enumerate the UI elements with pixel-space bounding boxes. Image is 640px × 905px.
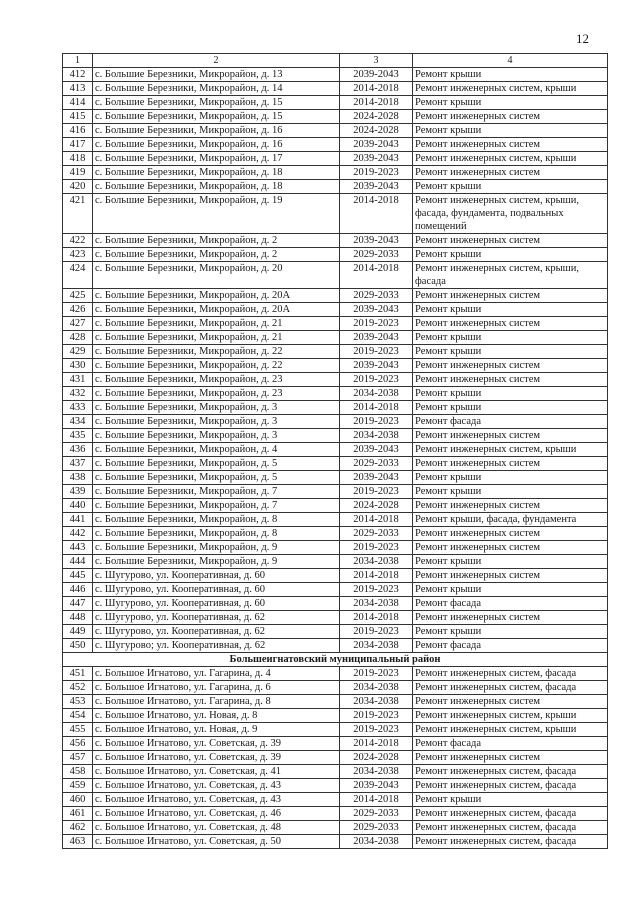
row-work-type: Ремонт инженерных систем, фасада xyxy=(413,779,608,793)
row-number: 424 xyxy=(63,262,93,289)
row-number: 429 xyxy=(63,345,93,359)
row-period: 2034-2038 xyxy=(340,765,413,779)
row-number: 456 xyxy=(63,737,93,751)
table-row xyxy=(63,303,608,317)
row-number: 450 xyxy=(63,639,93,653)
row-address: с. Большие Березники, Микрорайон, д. 8 xyxy=(93,513,340,527)
row-address: с. Шугурово, ул. Кооперативная, д. 62 xyxy=(93,625,340,639)
row-number: 462 xyxy=(63,821,93,835)
table-row xyxy=(63,583,608,597)
row-work-type: Ремонт инженерных систем xyxy=(413,289,608,303)
row-number: 447 xyxy=(63,597,93,611)
row-address: с. Большие Березники, Микрорайон, д. 2 xyxy=(93,248,340,262)
table-row xyxy=(63,793,608,807)
row-work-type: Ремонт крыши xyxy=(413,401,608,415)
row-work-type: Ремонт крыши xyxy=(413,583,608,597)
row-work-type: Ремонт инженерных систем xyxy=(413,611,608,625)
row-work-type: Ремонт инженерных систем xyxy=(413,234,608,248)
row-period: 2039-2043 xyxy=(340,303,413,317)
row-address: с. Большие Березники, Микрорайон, д. 21 xyxy=(93,331,340,345)
row-address: с. Большое Игнатово, ул. Советская, д. 46 xyxy=(93,807,340,821)
row-address: с. Большие Березники, Микрорайон, д. 16 xyxy=(93,138,340,152)
section-title: Большеигнатовский муниципальный район xyxy=(63,653,608,667)
row-number: 423 xyxy=(63,248,93,262)
row-address: с. Большие Березники, Микрорайон, д. 20А xyxy=(93,303,340,317)
table-row xyxy=(63,639,608,653)
row-work-type: Ремонт инженерных систем, фасада xyxy=(413,821,608,835)
row-number: 428 xyxy=(63,331,93,345)
row-work-type: Ремонт инженерных систем xyxy=(413,359,608,373)
row-address: с. Большие Березники, Микрорайон, д. 4 xyxy=(93,443,340,457)
row-number: 420 xyxy=(63,180,93,194)
row-address: с. Шугурово, ул. Кооперативная, д. 60 xyxy=(93,597,340,611)
row-number: 459 xyxy=(63,779,93,793)
row-work-type: Ремонт инженерных систем, фасада xyxy=(413,667,608,681)
row-work-type: Ремонт инженерных систем xyxy=(413,695,608,709)
row-period: 2039-2043 xyxy=(340,443,413,457)
row-period: 2039-2043 xyxy=(340,359,413,373)
row-period: 2019-2023 xyxy=(340,373,413,387)
row-work-type: Ремонт инженерных систем, фасада xyxy=(413,835,608,849)
row-number: 412 xyxy=(63,68,93,82)
table-row xyxy=(63,709,608,723)
row-address: с. Большие Березники, Микрорайон, д. 5 xyxy=(93,471,340,485)
row-number: 435 xyxy=(63,429,93,443)
row-address: с. Большие Березники, Микрорайон, д. 2 xyxy=(93,234,340,248)
row-number: 449 xyxy=(63,625,93,639)
table-row xyxy=(63,513,608,527)
row-period: 2029-2033 xyxy=(340,821,413,835)
table-row xyxy=(63,527,608,541)
row-work-type: Ремонт крыши xyxy=(413,96,608,110)
row-address: с. Большое Игнатово, ул. Советская, д. 41 xyxy=(93,765,340,779)
row-period: 2024-2028 xyxy=(340,124,413,138)
table-row xyxy=(63,317,608,331)
row-number: 451 xyxy=(63,667,93,681)
row-number: 446 xyxy=(63,583,93,597)
repair-schedule-table xyxy=(62,53,608,849)
row-work-type: Ремонт крыши xyxy=(413,471,608,485)
row-address: с. Шугурово, ул. Кооперативная, д. 60 xyxy=(93,569,340,583)
row-period: 2034-2038 xyxy=(340,597,413,611)
row-work-type: Ремонт фасада xyxy=(413,639,608,653)
row-address: с. Большие Березники, Микрорайон, д. 8 xyxy=(93,527,340,541)
row-address: с. Большие Березники, Микрорайон, д. 7 xyxy=(93,485,340,499)
row-number: 438 xyxy=(63,471,93,485)
row-address: с. Большое Игнатово, ул. Гагарина, д. 6 xyxy=(93,681,340,695)
row-number: 418 xyxy=(63,152,93,166)
row-work-type: Ремонт крыши xyxy=(413,485,608,499)
row-work-type: Ремонт крыши xyxy=(413,248,608,262)
row-period: 2034-2038 xyxy=(340,639,413,653)
row-number: 416 xyxy=(63,124,93,138)
row-period: 2039-2043 xyxy=(340,152,413,166)
row-address: с. Большие Березники, Микрорайон, д. 22 xyxy=(93,345,340,359)
row-work-type: Ремонт фасада xyxy=(413,597,608,611)
row-work-type: Ремонт инженерных систем xyxy=(413,751,608,765)
row-period: 2019-2023 xyxy=(340,317,413,331)
row-period: 2014-2018 xyxy=(340,569,413,583)
row-period: 2019-2023 xyxy=(340,723,413,737)
row-address: с. Большие Березники, Микрорайон, д. 20А xyxy=(93,289,340,303)
table-row xyxy=(63,835,608,849)
row-period: 2019-2023 xyxy=(340,667,413,681)
row-period: 2019-2023 xyxy=(340,625,413,639)
table-row xyxy=(63,807,608,821)
table-row xyxy=(63,471,608,485)
table-row xyxy=(63,597,608,611)
table-row xyxy=(63,779,608,793)
row-number: 448 xyxy=(63,611,93,625)
table-row xyxy=(63,499,608,513)
row-address: с. Большие Березники, Микрорайон, д. 5 xyxy=(93,457,340,471)
table-row xyxy=(63,541,608,555)
row-address: с. Большие Березники, Микрорайон, д. 15 xyxy=(93,96,340,110)
row-work-type: Ремонт крыши, фасада, фундамента xyxy=(413,513,608,527)
row-work-type: Ремонт крыши xyxy=(413,555,608,569)
table-row xyxy=(63,821,608,835)
row-address: с. Большие Березники, Микрорайон, д. 14 xyxy=(93,82,340,96)
row-address: с. Большое Игнатово, ул. Советская, д. 50 xyxy=(93,835,340,849)
row-work-type: Ремонт крыши xyxy=(413,387,608,401)
row-number: 455 xyxy=(63,723,93,737)
row-address: с. Большое Игнатово, ул. Гагарина, д. 4 xyxy=(93,667,340,681)
row-number: 445 xyxy=(63,569,93,583)
table-row xyxy=(63,401,608,415)
table-row xyxy=(63,457,608,471)
row-period: 2039-2043 xyxy=(340,68,413,82)
row-work-type: Ремонт инженерных систем, фасада xyxy=(413,765,608,779)
row-period: 2024-2028 xyxy=(340,499,413,513)
table-row xyxy=(63,359,608,373)
row-address: с. Большие Березники, Микрорайон, д. 16 xyxy=(93,124,340,138)
column-number-row xyxy=(63,54,608,68)
row-period: 2034-2038 xyxy=(340,555,413,569)
row-number: 444 xyxy=(63,555,93,569)
table-row xyxy=(63,152,608,166)
row-work-type: Ремонт инженерных систем, крыши xyxy=(413,443,608,457)
row-period: 2014-2018 xyxy=(340,513,413,527)
row-work-type: Ремонт крыши xyxy=(413,345,608,359)
row-work-type: Ремонт инженерных систем xyxy=(413,527,608,541)
column-header-1: 1 xyxy=(63,54,93,68)
row-work-type: Ремонт инженерных систем, крыши xyxy=(413,723,608,737)
row-number: 460 xyxy=(63,793,93,807)
row-work-type: Ремонт инженерных систем xyxy=(413,110,608,124)
row-period: 2039-2043 xyxy=(340,779,413,793)
table-row xyxy=(63,68,608,82)
row-period: 2029-2033 xyxy=(340,527,413,541)
row-address: с. Большие Березники, Микрорайон, д. 3 xyxy=(93,429,340,443)
row-address: с. Большие Березники, Микрорайон, д. 15 xyxy=(93,110,340,124)
table-row xyxy=(63,429,608,443)
row-period: 2014-2018 xyxy=(340,611,413,625)
row-work-type: Ремонт крыши xyxy=(413,303,608,317)
row-period: 2019-2023 xyxy=(340,485,413,499)
row-address: с. Большие Березники, Микрорайон, д. 23 xyxy=(93,387,340,401)
row-number: 421 xyxy=(63,194,93,234)
table-row xyxy=(63,555,608,569)
row-address: с. Большие Березники, Микрорайон, д. 3 xyxy=(93,415,340,429)
row-number: 442 xyxy=(63,527,93,541)
row-period: 2039-2043 xyxy=(340,234,413,248)
table-row xyxy=(63,485,608,499)
row-work-type: Ремонт инженерных систем, крыши xyxy=(413,709,608,723)
row-number: 415 xyxy=(63,110,93,124)
row-address: с. Большие Березники, Микрорайон, д. 18 xyxy=(93,166,340,180)
row-number: 440 xyxy=(63,499,93,513)
row-address: с. Большие Березники, Микрорайон, д. 9 xyxy=(93,555,340,569)
row-period: 2029-2033 xyxy=(340,457,413,471)
page-number: 12 xyxy=(576,31,589,46)
row-number: 422 xyxy=(63,234,93,248)
table-row xyxy=(63,373,608,387)
row-number: 441 xyxy=(63,513,93,527)
row-period: 2014-2018 xyxy=(340,82,413,96)
row-number: 419 xyxy=(63,166,93,180)
row-address: с. Большие Березники, Микрорайон, д. 13 xyxy=(93,68,340,82)
row-work-type: Ремонт инженерных систем xyxy=(413,499,608,513)
row-number: 454 xyxy=(63,709,93,723)
row-number: 433 xyxy=(63,401,93,415)
row-period: 2039-2043 xyxy=(340,180,413,194)
row-period: 2014-2018 xyxy=(340,96,413,110)
row-number: 431 xyxy=(63,373,93,387)
row-work-type: Ремонт инженерных систем, крыши xyxy=(413,82,608,96)
row-address: с. Шугурово, ул. Кооперативная, д. 62 xyxy=(93,611,340,625)
row-number: 432 xyxy=(63,387,93,401)
row-address: с. Большое Игнатово, ул. Гагарина, д. 8 xyxy=(93,695,340,709)
row-period: 2024-2028 xyxy=(340,751,413,765)
column-header-4: 4 xyxy=(413,54,608,68)
table-row xyxy=(63,248,608,262)
row-period: 2034-2038 xyxy=(340,835,413,849)
row-number: 430 xyxy=(63,359,93,373)
row-address: с. Большие Березники, Микрорайон, д. 7 xyxy=(93,499,340,513)
row-address: с. Большие Березники, Микрорайон, д. 18 xyxy=(93,180,340,194)
row-address: с. Большие Березники, Микрорайон, д. 17 xyxy=(93,152,340,166)
row-number: 434 xyxy=(63,415,93,429)
row-address: с. Большие Березники, Микрорайон, д. 9 xyxy=(93,541,340,555)
row-work-type: Ремонт крыши xyxy=(413,793,608,807)
row-address: с. Большое Игнатово, ул. Советская, д. 48 xyxy=(93,821,340,835)
row-period: 2039-2043 xyxy=(340,471,413,485)
row-address: с. Большое Игнатово, ул. Советская, д. 39 xyxy=(93,737,340,751)
row-address: с. Большие Березники, Микрорайон, д. 3 xyxy=(93,401,340,415)
row-period: 2029-2033 xyxy=(340,248,413,262)
row-address: с. Большое Игнатово, ул. Советская, д. 39 xyxy=(93,751,340,765)
table-row xyxy=(63,289,608,303)
table-row xyxy=(63,138,608,152)
row-address: с. Большое Игнатово, ул. Новая, д. 9 xyxy=(93,723,340,737)
row-period: 2014-2018 xyxy=(340,737,413,751)
row-work-type: Ремонт фасада xyxy=(413,737,608,751)
row-number: 425 xyxy=(63,289,93,303)
table-row xyxy=(63,234,608,248)
row-number: 414 xyxy=(63,96,93,110)
row-number: 463 xyxy=(63,835,93,849)
table-row xyxy=(63,82,608,96)
row-period: 2034-2038 xyxy=(340,429,413,443)
row-number: 436 xyxy=(63,443,93,457)
row-number: 426 xyxy=(63,303,93,317)
table-row xyxy=(63,166,608,180)
row-number: 413 xyxy=(63,82,93,96)
row-period: 2019-2023 xyxy=(340,415,413,429)
row-address: с. Большие Березники, Микрорайон, д. 20 xyxy=(93,262,340,289)
table-row xyxy=(63,180,608,194)
row-work-type: Ремонт фасада xyxy=(413,415,608,429)
row-work-type: Ремонт инженерных систем, крыши xyxy=(413,152,608,166)
table-row xyxy=(63,110,608,124)
row-number: 427 xyxy=(63,317,93,331)
row-number: 443 xyxy=(63,541,93,555)
table-row xyxy=(63,345,608,359)
row-work-type: Ремонт инженерных систем xyxy=(413,166,608,180)
table-row xyxy=(63,751,608,765)
row-period: 2029-2033 xyxy=(340,807,413,821)
table-row xyxy=(63,331,608,345)
column-header-3: 3 xyxy=(340,54,413,68)
table-row xyxy=(63,695,608,709)
row-work-type: Ремонт инженерных систем, крыши, фасада, фундамента, подвальных помещений xyxy=(413,194,608,234)
row-address: с. Шугурово; ул. Кооперативная, д. 62 xyxy=(93,639,340,653)
row-period: 2039-2043 xyxy=(340,331,413,345)
table-row xyxy=(63,723,608,737)
table-row xyxy=(63,96,608,110)
row-address: с. Шугурово, ул. Кооперативная, д. 60 xyxy=(93,583,340,597)
row-work-type: Ремонт инженерных систем, фасада xyxy=(413,807,608,821)
column-header-2: 2 xyxy=(93,54,340,68)
row-period: 2014-2018 xyxy=(340,401,413,415)
table-row xyxy=(63,194,608,234)
row-work-type: Ремонт инженерных систем, фасада xyxy=(413,681,608,695)
table-row xyxy=(63,124,608,138)
table-row xyxy=(63,443,608,457)
row-work-type: Ремонт инженерных систем xyxy=(413,457,608,471)
row-address: с. Большие Березники, Микрорайон, д. 19 xyxy=(93,194,340,234)
row-work-type: Ремонт крыши xyxy=(413,625,608,639)
row-period: 2019-2023 xyxy=(340,583,413,597)
row-work-type: Ремонт инженерных систем, крыши, фасада xyxy=(413,262,608,289)
table-row xyxy=(63,737,608,751)
row-work-type: Ремонт крыши xyxy=(413,180,608,194)
row-work-type: Ремонт крыши xyxy=(413,331,608,345)
row-work-type: Ремонт инженерных систем xyxy=(413,317,608,331)
row-work-type: Ремонт инженерных систем xyxy=(413,138,608,152)
row-period: 2019-2023 xyxy=(340,166,413,180)
row-period: 2039-2043 xyxy=(340,138,413,152)
row-period: 2034-2038 xyxy=(340,387,413,401)
row-number: 457 xyxy=(63,751,93,765)
row-address: с. Большое Игнатово, ул. Советская, д. 43 xyxy=(93,779,340,793)
row-period: 2034-2038 xyxy=(340,695,413,709)
row-address: с. Большие Березники, Микрорайон, д. 21 xyxy=(93,317,340,331)
row-number: 439 xyxy=(63,485,93,499)
row-period: 2019-2023 xyxy=(340,541,413,555)
table-row xyxy=(63,681,608,695)
table-row xyxy=(63,611,608,625)
row-period: 2029-2033 xyxy=(340,289,413,303)
table-row xyxy=(63,765,608,779)
row-work-type: Ремонт крыши xyxy=(413,124,608,138)
row-work-type: Ремонт инженерных систем xyxy=(413,429,608,443)
table-body xyxy=(63,54,608,849)
row-period: 2014-2018 xyxy=(340,194,413,234)
row-number: 437 xyxy=(63,457,93,471)
row-period: 2019-2023 xyxy=(340,709,413,723)
row-period: 2019-2023 xyxy=(340,345,413,359)
row-address: с. Большое Игнатово, ул. Советская, д. 43 xyxy=(93,793,340,807)
table-row xyxy=(63,387,608,401)
row-period: 2014-2018 xyxy=(340,262,413,289)
table-row xyxy=(63,415,608,429)
row-number: 458 xyxy=(63,765,93,779)
table-row xyxy=(63,569,608,583)
row-work-type: Ремонт крыши xyxy=(413,68,608,82)
row-work-type: Ремонт инженерных систем xyxy=(413,541,608,555)
row-work-type: Ремонт инженерных систем xyxy=(413,373,608,387)
table-row xyxy=(63,262,608,289)
row-period: 2014-2018 xyxy=(340,793,413,807)
section-row xyxy=(63,653,608,667)
row-work-type: Ремонт инженерных систем xyxy=(413,569,608,583)
row-number: 452 xyxy=(63,681,93,695)
row-number: 453 xyxy=(63,695,93,709)
row-address: с. Большие Березники, Микрорайон, д. 22 xyxy=(93,359,340,373)
row-period: 2034-2038 xyxy=(340,681,413,695)
row-number: 417 xyxy=(63,138,93,152)
table-row xyxy=(63,625,608,639)
row-period: 2024-2028 xyxy=(340,110,413,124)
row-address: с. Большое Игнатово, ул. Новая, д. 8 xyxy=(93,709,340,723)
row-number: 461 xyxy=(63,807,93,821)
row-address: с. Большие Березники, Микрорайон, д. 23 xyxy=(93,373,340,387)
table-row xyxy=(63,667,608,681)
